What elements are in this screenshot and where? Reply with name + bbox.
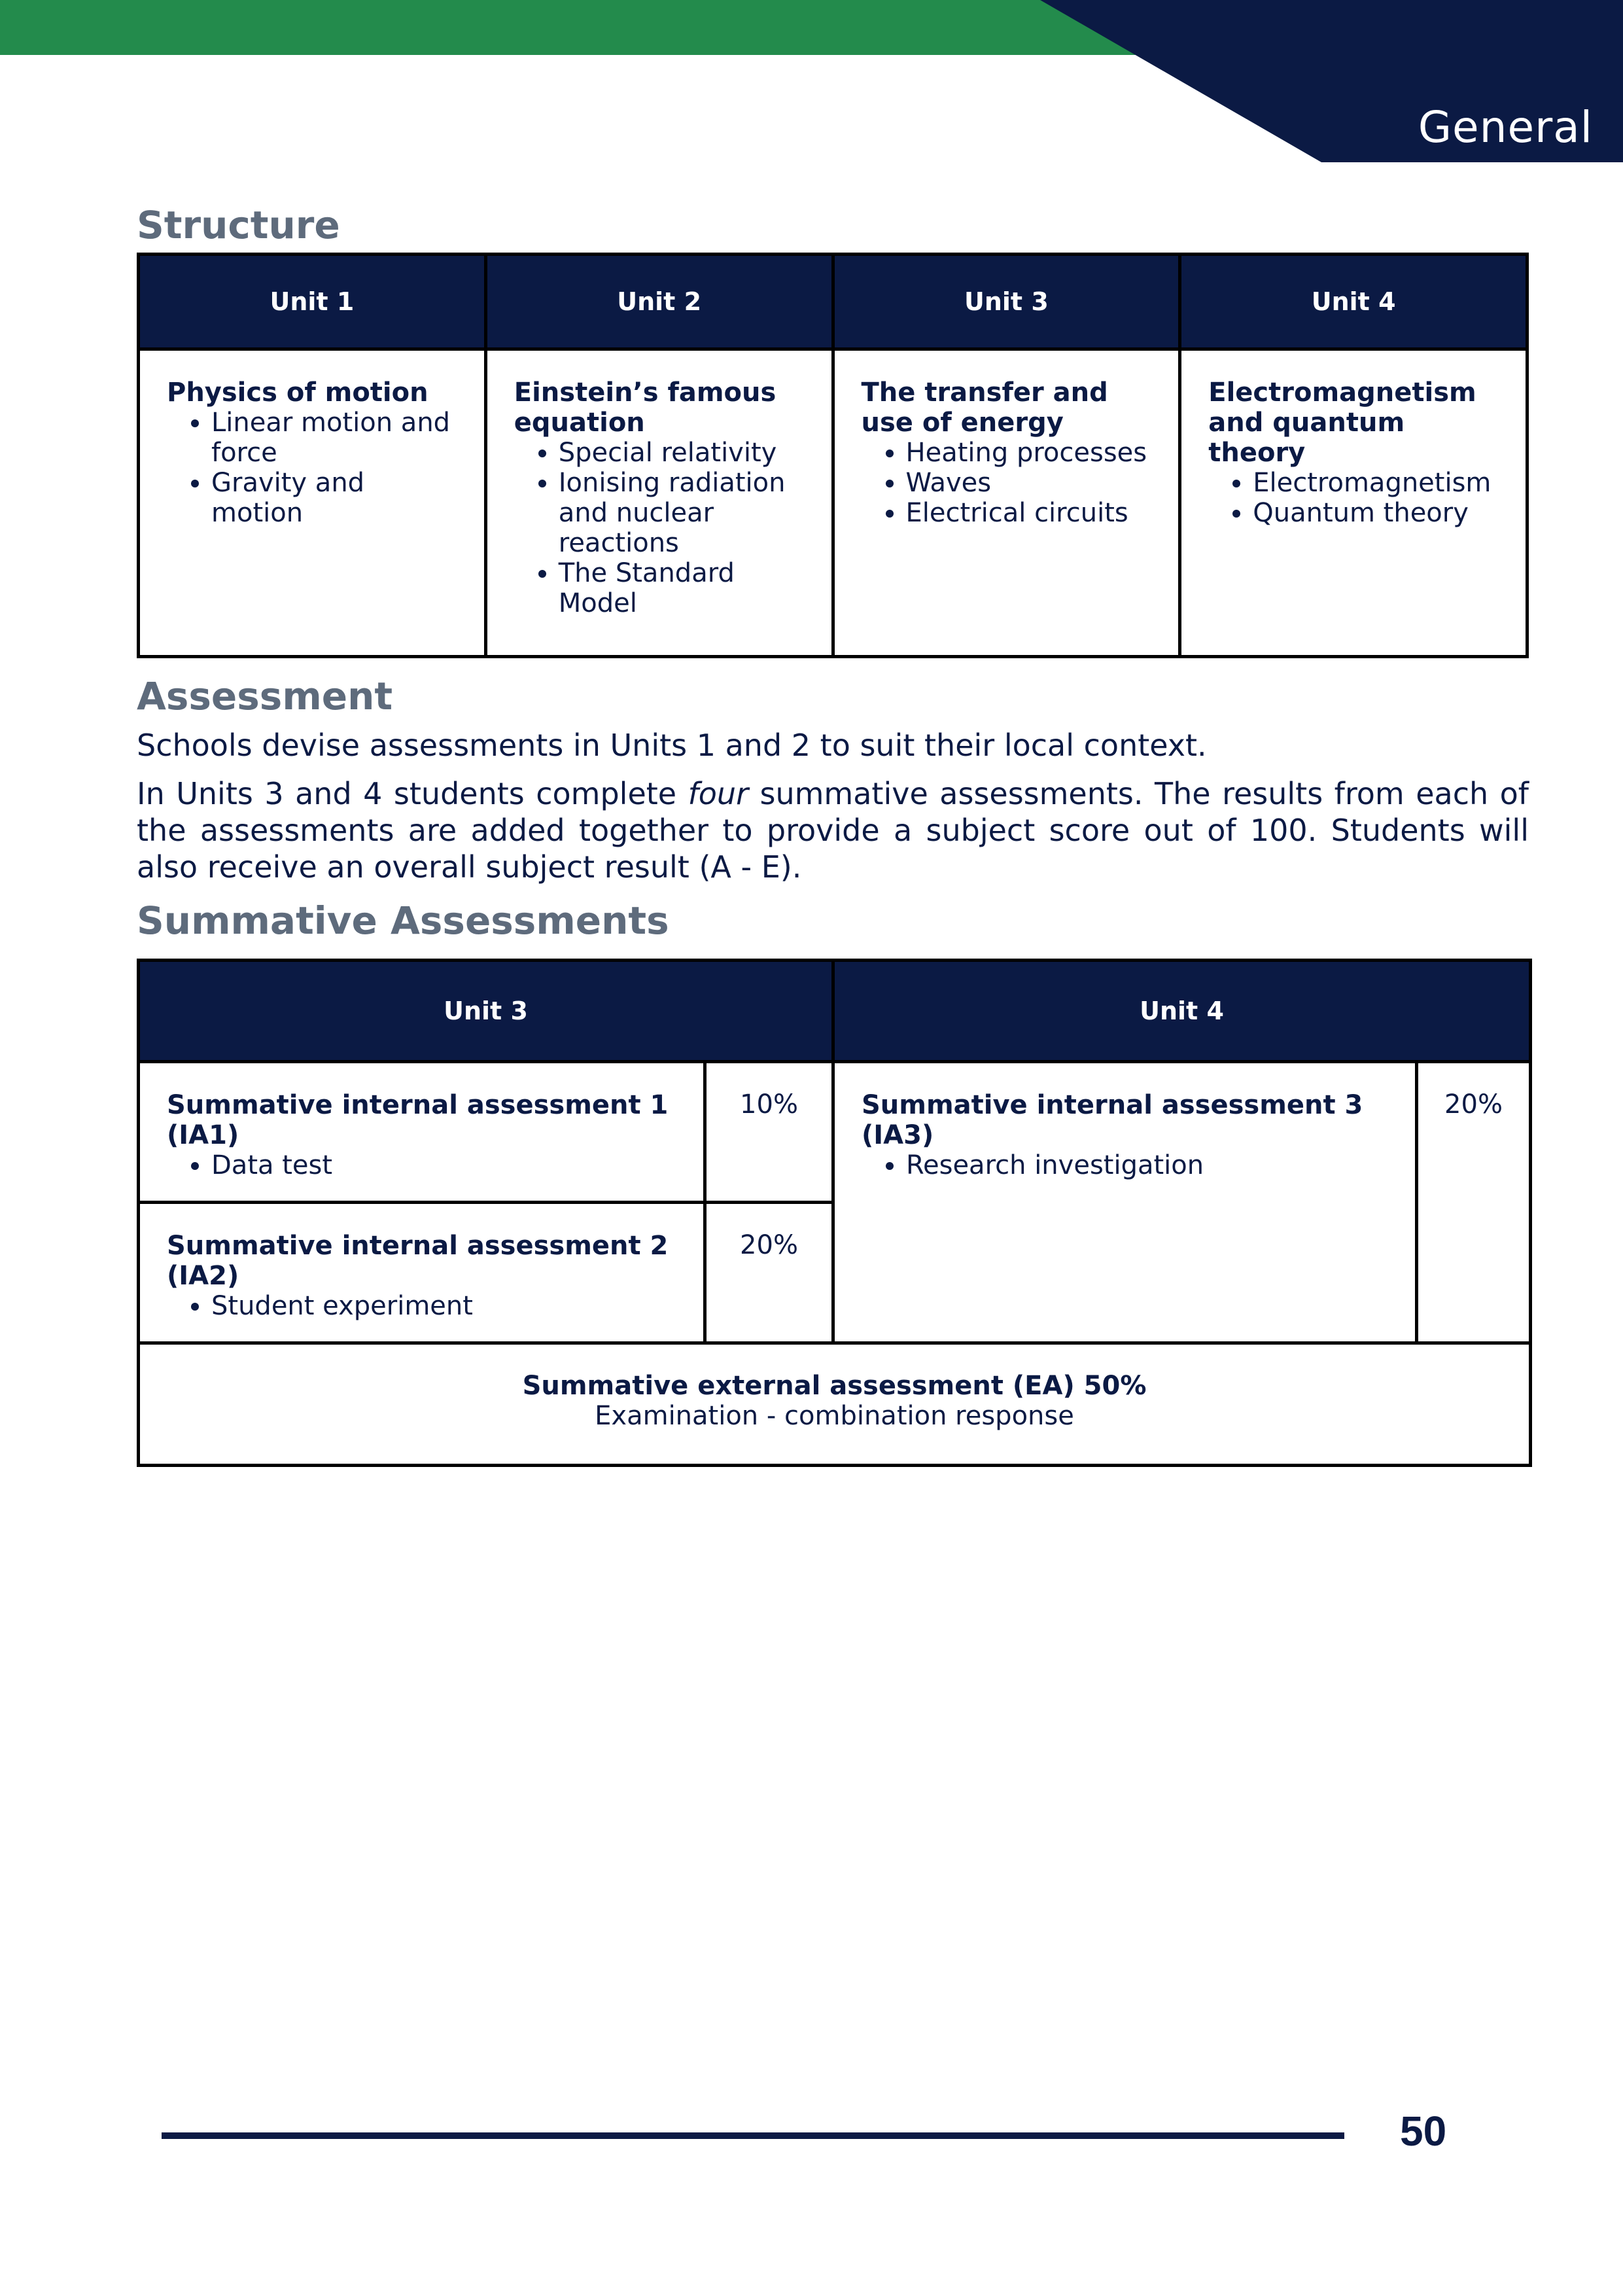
ia2-title: Summative internal assessment 2 (IA2) [167,1230,669,1291]
ia1-items [167,1150,679,1180]
list-item: • Student experiment [211,1291,679,1321]
list-item: • The Standard Model [559,558,807,618]
list-item: • Gravity and motion [211,468,460,528]
summative-unit-4-header: Unit 4 [833,960,1531,1061]
ia2-weight: 20% [705,1202,833,1343]
para2-text-start: In Units 3 and 4 students complete [137,776,688,812]
summative-table [137,959,1532,1467]
table-row [139,1061,1531,1202]
assessment-paragraph-2 [137,775,1529,885]
ia3-weight: 20% [1417,1061,1531,1343]
unit-2-cell [485,349,833,656]
summative-header-row [139,960,1531,1061]
structure-header-row [139,254,1527,349]
page-content [137,203,1529,1467]
list-item: • Heating processes [906,438,1155,468]
structure-heading: Structure [137,203,340,247]
structure-table [137,253,1529,658]
ia3-cell [833,1061,1417,1343]
footer-rule [162,2132,1344,2139]
banner-green-stripe [0,0,1151,55]
unit-3-header: Unit 3 [833,254,1180,349]
unit-1-topics [167,408,460,528]
ea-description: Examination - combination response [595,1400,1074,1431]
ia3-items [862,1150,1391,1180]
unit-4-title: Electromagnetism and quantum theory [1208,377,1476,468]
assessment-heading: Assessment [137,673,393,718]
list-item: • Electromagnetism [1253,468,1501,498]
list-item: • Research investigation [906,1150,1391,1180]
ia1-cell [139,1061,705,1202]
ia1-weight: 10% [705,1061,833,1202]
list-item: • Linear motion and force [211,408,460,468]
unit-3-title: The transfer and use of energy [861,377,1108,438]
list-item: • Ionising radiation and nuclear reactions [559,468,807,558]
unit-2-topics [514,438,807,618]
list-item: • Quantum theory [1253,498,1501,528]
unit-1-cell [139,349,486,656]
unit-1-header: Unit 1 [139,254,486,349]
table-row [139,1343,1531,1465]
structure-content-row [139,349,1527,656]
unit-2-title: Einstein’s famous equation [514,377,777,438]
list-item: • Special relativity [559,438,807,468]
para2-text-end: summative assessments. The results from each of the assessments are added together to provide a subject score out of 100. Students will also receive an overall subject result (A - E). [137,776,1529,885]
unit-3-topics [862,438,1155,528]
page-number: 50 [1400,2108,1447,2155]
ia3-title: Summative internal assessment 3 (IA3) [862,1089,1363,1150]
summative-unit-3-header: Unit 3 [139,960,833,1061]
ia1-title: Summative internal assessment 1 (IA1) [167,1089,669,1150]
list-item: • Data test [211,1150,679,1180]
ea-cell [139,1343,1531,1465]
unit-4-cell [1180,349,1527,656]
assessment-paragraph-1: Schools devise assessments in Units 1 and 2 to suit their local context. [137,728,1207,764]
unit-1-title: Physics of motion [167,377,428,408]
header-banner [0,0,1623,164]
unit-4-header: Unit 4 [1180,254,1527,349]
unit-2-header: Unit 2 [485,254,833,349]
ea-title: Summative external assessment (EA) 50% [522,1370,1147,1401]
list-item: • Waves [906,468,1155,498]
unit-3-cell [833,349,1180,656]
ia2-items [167,1291,679,1321]
para2-emphasis: four [688,776,748,812]
banner-graphic [0,0,1623,164]
unit-4-topics [1208,468,1501,528]
list-item: • Electrical circuits [906,498,1155,528]
category-label: General [1418,102,1593,152]
summative-heading: Summative Assessments [137,898,669,944]
ia2-cell [139,1202,705,1343]
